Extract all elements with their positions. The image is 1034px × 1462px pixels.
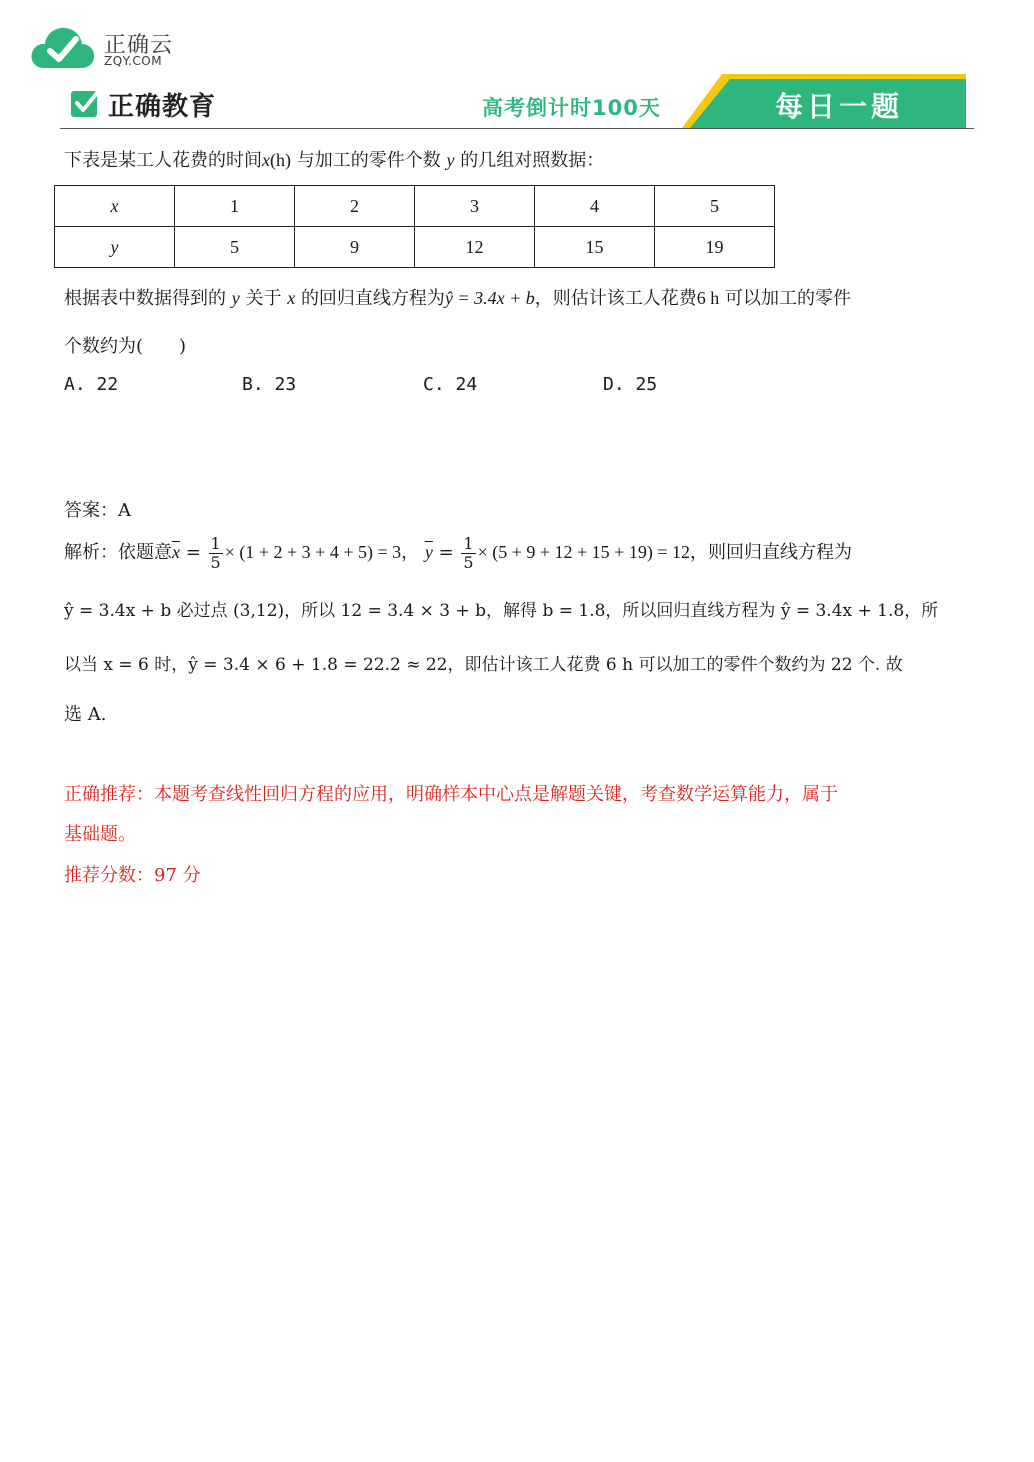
table-cell: 2 <box>295 186 415 227</box>
option-d: D. 25 <box>603 374 658 395</box>
recommend-line-1: 正确推荐：本题考查线性回归方程的应用，明确样本中心点是解题关键，考查数学运算能力，属于 <box>64 784 838 805</box>
fraction: $\frac{1}{5}$ <box>463 533 474 572</box>
table-cell: 5 <box>655 186 775 227</box>
table-cell: 19 <box>655 227 775 268</box>
question-line-3: 个数约为( ) <box>64 336 187 357</box>
solution-line-3: 以当 x = 6 时，ŷ = 3.4 × 6 + 1.8 = 22.2 ≈ 22，即估计该工人花费 6 h 可以加工的零件个数约为 22 个. 故 <box>64 655 903 675</box>
brand-name: 正确云 <box>104 33 174 58</box>
solution-line-4: 选 A. <box>64 704 107 725</box>
fraction: $\frac{1}{5}$ <box>210 533 221 572</box>
answer-label: 答案：A <box>64 500 131 521</box>
table-cell: 3 <box>415 186 535 227</box>
question-line-2: 根据表中数据得到的 y 关于 x 的回归直线方程为ŷ = 3.4x + b，则估计该工人花费6 h 可以加工的零件 <box>64 288 851 309</box>
table-cell: 1 <box>175 186 295 227</box>
table-header-y: y <box>55 227 175 268</box>
cloud-logo-icon <box>30 24 96 72</box>
solution-line-1: 解析：依题意$\overline{x}$ = $\frac{1}{5}$ × (1 + 2 + 3 + 4 + 5) = 3， $\overline{y}$ = $\frac{1}{5}$ × (5 + 9 + 12 + 15 + 19) = 12，则回归直线方程为 <box>64 533 852 572</box>
checkbox-logo-icon <box>70 88 100 118</box>
data-table <box>54 185 775 268</box>
option-b: B. 23 <box>242 374 297 395</box>
solution-line-2: ŷ = 3.4x + b 必过点 (3,12)，所以 12 = 3.4 × 3 + b，解得 b = 1.8，所以回归直线方程为 ŷ = 3.4x + 1.8，所 <box>64 601 939 621</box>
option-c: C. 24 <box>423 374 478 395</box>
banner-title: 每日一题 <box>775 90 904 123</box>
table-cell: 15 <box>535 227 655 268</box>
table-header-x: x <box>55 186 175 227</box>
recommend-score: 推荐分数：97 分 <box>64 865 201 886</box>
brand-domain: ZQY.COM <box>104 54 163 68</box>
option-a: A. 22 <box>64 374 119 395</box>
header-divider <box>60 128 974 129</box>
table-cell: 5 <box>175 227 295 268</box>
table-cell: 4 <box>535 186 655 227</box>
countdown-label: 高考倒计时100天 <box>482 96 661 120</box>
table-cell: 12 <box>415 227 535 268</box>
table-row <box>55 186 775 227</box>
recommend-line-2: 基础题。 <box>64 824 136 845</box>
edu-title: 正确教育 <box>108 92 217 122</box>
table-cell: 9 <box>295 227 415 268</box>
table-row <box>55 227 775 268</box>
question-intro: 下表是某工人花费的时间x(h) 与加工的零件个数 y 的几组对照数据： <box>64 150 605 171</box>
